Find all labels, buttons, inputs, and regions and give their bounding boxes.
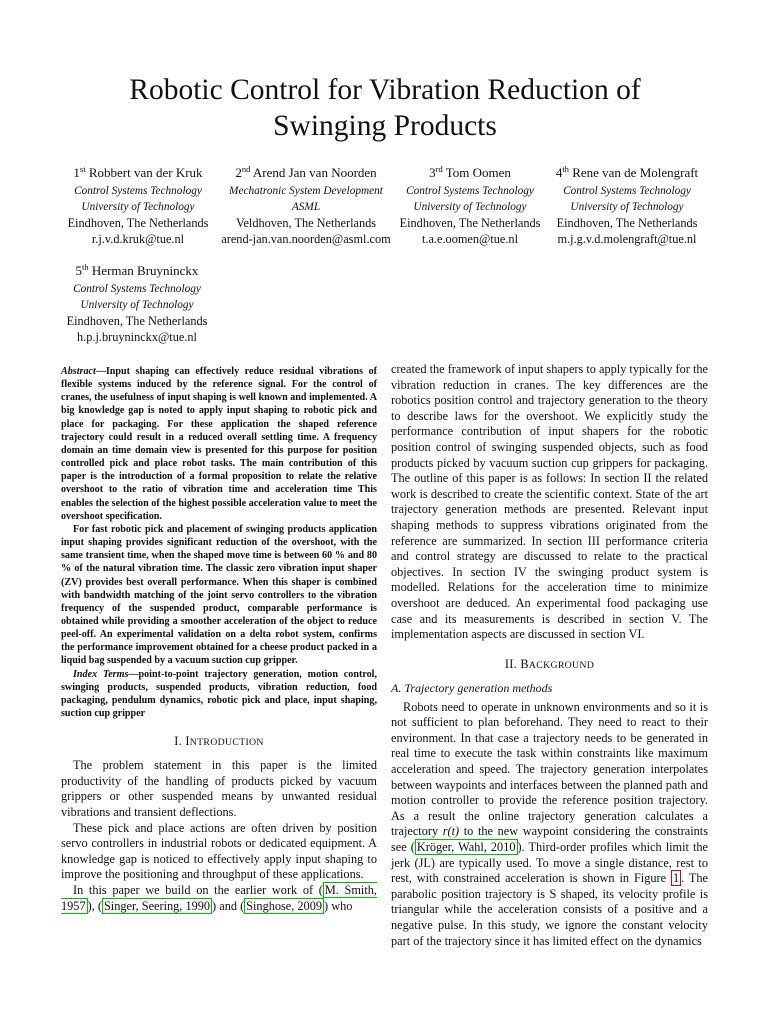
author-block-1 <box>58 164 218 247</box>
author-name: 4th Rene van de Molengraft <box>555 164 699 180</box>
intro-continuation-paragraph: created the framework of input shapers to apply typically for the vibration reduction in cranes. The key differences are the robotics position control and trajectory generation to the theory to describe laws for the overshoot. We explicitly study the performance contribution of input shapers for the robotic position control of swinging suspended objects, such as food products picked by vacuum suction cup grippers for packaging. The outline of this paper is as follows: In section II the related work is described to create the scientific context. State of the art trajectory generation methods are presented. Relevant input shaping methods to suppress vibrations originated from the reference are summarized. In section III performance criteria and control strategy are discussed to relate to the practical objectives. In section IV the swinging product system is modelled. Relations for the acceleration time to minimize overshoot are deduced. An experimental food packaging use case and its measurements is described in section V. The implementation aspects are discussed in section VI. <box>391 362 708 642</box>
author-name: 5th Herman Bruyninckx <box>75 262 199 278</box>
section-heading-background: II. BACKGROUND <box>504 656 595 671</box>
intro-paragraph-1: The problem statement in this paper is the limited productivity of the handling of products picked by vacuum grippers or other suspended means by unwanted residual vibrations and transient deflections. <box>61 758 377 819</box>
author-block-4 <box>548 164 706 247</box>
author-block-3 <box>394 164 546 247</box>
figure-reference-link[interactable]: 1 <box>672 871 680 886</box>
author-institution: University of Technology <box>81 201 195 213</box>
citation-link[interactable]: Singhose, 2009 <box>246 898 323 913</box>
right-column <box>391 362 708 949</box>
intro-paragraph-3: In this paper we build on the earlier work of ( M. Smith, 1957 ), ( Singer, Seering, 1990 ) and ( Singhose, 2009 ) who <box>61 882 377 913</box>
author-affiliation: Control Systems Technology <box>74 185 202 197</box>
left-column <box>61 365 377 914</box>
author-affiliation: Control Systems Technology <box>406 185 534 197</box>
author-location: Eindhoven, The Netherlands <box>66 314 208 328</box>
abstract-label: Abstract <box>61 366 96 377</box>
author-email: h.p.j.bruyninckx@tue.nl <box>77 330 197 344</box>
math-symbol: r(t) <box>442 824 460 839</box>
author-affiliation: Control Systems Technology <box>563 185 691 197</box>
author-block-2 <box>214 164 398 247</box>
author-name: 3rd Tom Oomen <box>429 164 511 180</box>
author-location: Eindhoven, The Netherlands <box>67 216 209 230</box>
index-terms-label: Index Terms <box>73 668 129 680</box>
intro-paragraph-2: These pick and place actions are often driven by position servo controllers in industrial robots or dedicated equipment. A knowledge gap is noticed to effectively apply input shaping to improve the positioning and throughput of these applications. <box>61 820 377 882</box>
author-email: t.a.e.oomen@tue.nl <box>421 232 518 246</box>
author-location: Eindhoven, The Netherlands <box>399 216 541 230</box>
index-terms-text: —point-to-point trajectory generation, motion control, swinging products, suspended products, vibration reduction, food packaging, pendulum dynamics, robotic pick and place, input shaping, suction cup gripper <box>61 668 377 720</box>
author-email: m.j.g.v.d.molengraft@tue.nl <box>557 232 697 246</box>
subsection-heading: A. Trajectory generation methods <box>391 680 553 695</box>
index-terms <box>61 668 377 721</box>
author-location: Eindhoven, The Netherlands <box>556 216 698 230</box>
abstract-paragraph-2: For fast robotic pick and placement of swinging products application input shaping provides significant reduction of the overshoot, with the same transient time, when the shaped move time is between 60 % and 80 % of the natural vibration time. The classic zero vibration input shaper (ZV) provides best overall performance. When this shaper is combined with bandwidth matching of the joint servo controllers to the vibration frequency of the suspended product, comparable performance is obtained while providing a smoother acceleration of the object to reduce peel-off. An experimental validation on a delta robot system, confirms the performance improvement obtained for a cheese product packed in a liquid bag suspended by a vacuum suction cup gripper. <box>61 523 377 667</box>
author-name: 1st Robbert van der Kruk <box>73 164 203 180</box>
author-institution: University of Technology <box>413 201 527 213</box>
abstract-text: —Input shaping can effectively reduce residual vibrations of flexible systems induced by the reference signal. For the control of cranes, the usefulness of input shaping is well known and implemented. A big knowledge gap is noted to apply input shaping to robotic pick and place for packaging. For these application the shaped reference trajectory could result in a reduced overall settling time. A frequency domain an time domain view is presented for this purpose for position controlled pick and place robot tasks. The main contribution of this paper is the introduction of a formal proposition to relate the relative overshoot to the ratio of vibration time and acceleration time This enables the selection of the highest possible acceleration value to meet the overshoot specification. <box>61 366 377 522</box>
author-institution: University of Technology <box>80 299 194 311</box>
author-institution: ASML <box>291 201 321 213</box>
paper-title-line1: Robotic Control for Vibration Reduction of <box>129 74 641 106</box>
citation-link[interactable]: M. Smith, 1957 <box>61 882 377 913</box>
abstract-paragraph <box>61 365 377 523</box>
section-heading-introduction: I. INTRODUCTION <box>174 734 264 749</box>
background-paragraph: Robots need to operate in unknown environments and so it is not sufficient to plan beforehand. They need to react to their environment. In that case a trajectory needs to be generated in real time to execute the task within constraints like maximum acceleration and speed. The trajectory generation interpolates between waypoints and interfaces between the planned path and motion controller to provide the reference position trajectory. As a result the online trajectory generation calculates a trajectory r(t) to the new waypoint considering the constraints see ( Kröger, Wahl, 2010 ). Third-order profiles which limit the jerk (JL) are typically used. To move a single distance, rest to rest, with constrained acceleration is shown in Figure 1 . The parabolic position trajectory is S shaped, its velocity profile is triangular while the acceleration consists of a positive and a negative pulse. In this study, we ignore the constant velocity part of the trajectory since it has limited effect on the dynamics <box>391 699 709 948</box>
paper-title <box>60 72 710 144</box>
author-location: Veldhoven, The Netherlands <box>235 216 377 230</box>
author-affiliation: Mechatronic System Development <box>229 185 383 197</box>
author-institution: University of Technology <box>570 201 684 213</box>
citation-link[interactable]: Singer, Seering, 1990 <box>103 898 211 913</box>
citation-link[interactable]: Kröger, Wahl, 2010 <box>416 840 516 855</box>
author-email: r.j.v.d.kruk@tue.nl <box>91 232 185 246</box>
author-name: 2nd Arend Jan van Noorden <box>235 164 377 180</box>
author-email: arend-jan.van.noorden@asml.com <box>221 232 391 246</box>
paper-title-line2: Swinging Products <box>273 110 497 142</box>
author-block-5 <box>56 262 218 345</box>
author-affiliation: Control Systems Technology <box>73 283 201 295</box>
